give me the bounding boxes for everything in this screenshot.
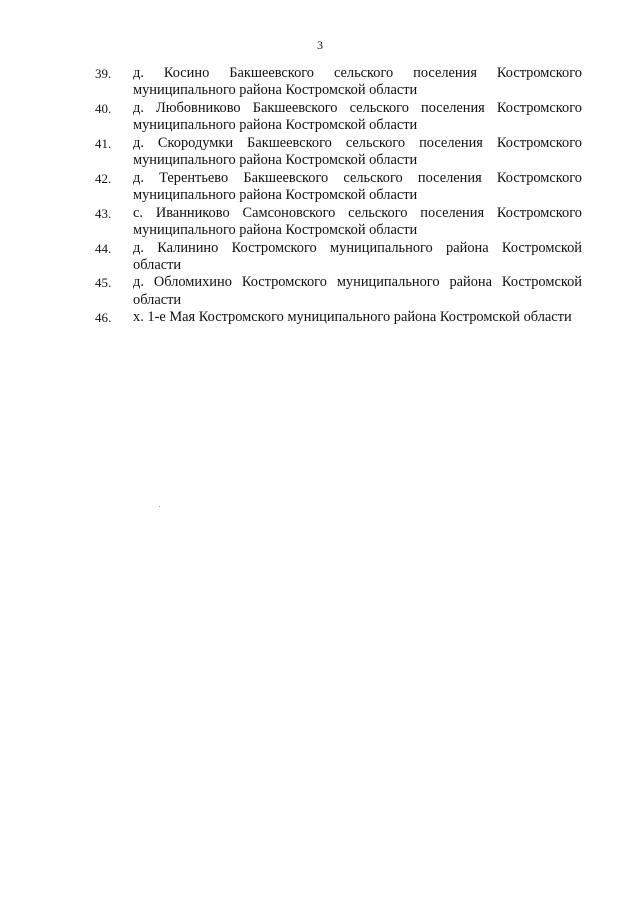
list-item [95, 240, 582, 274]
list-item [95, 274, 582, 308]
item-text: д. Любовниково Бакшеевского сельского поселения Костромского муниципального района Костромской области [133, 99, 582, 134]
item-text: х. 1-е Мая Костромского муниципального района Костромской области [133, 309, 572, 326]
item-number: 40. [95, 100, 112, 116]
item-text: д. Обломихино Костромского муниципального района Костромской области [133, 274, 582, 308]
item-text: д. Скородумки Бакшеевского сельского поселения Костромского муниципального района Костромской области [133, 134, 582, 169]
scan-speck [159, 506, 160, 507]
list-item [95, 205, 582, 239]
item-number: 43. [95, 205, 112, 221]
item-number: 41. [95, 135, 112, 151]
page-number: 3 [317, 38, 323, 52]
list-item [95, 65, 582, 99]
list-item [95, 135, 582, 169]
item-text: д. Косино Бакшеевского сельского поселения Костромского муниципального района Костромской области [133, 65, 582, 99]
item-number: 45. [95, 275, 112, 291]
item-text: д. Терентьево Бакшеевского сельского поселения Костромского муниципального района Костромской области [133, 169, 582, 203]
item-number: 46. [95, 310, 112, 326]
item-number: 42. [95, 170, 112, 186]
list-item [95, 100, 582, 134]
item-number: 39. [95, 66, 112, 81]
list-item [95, 170, 582, 204]
list-item [95, 309, 582, 326]
item-number: 44. [95, 240, 112, 256]
item-text: д. Калинино Костромского муниципального района Костромской области [133, 239, 582, 273]
item-text: с. Иванниково Самсоновского сельского поселения Костромского муниципального района Костромской области [133, 204, 582, 238]
settlement-list [95, 65, 582, 327]
